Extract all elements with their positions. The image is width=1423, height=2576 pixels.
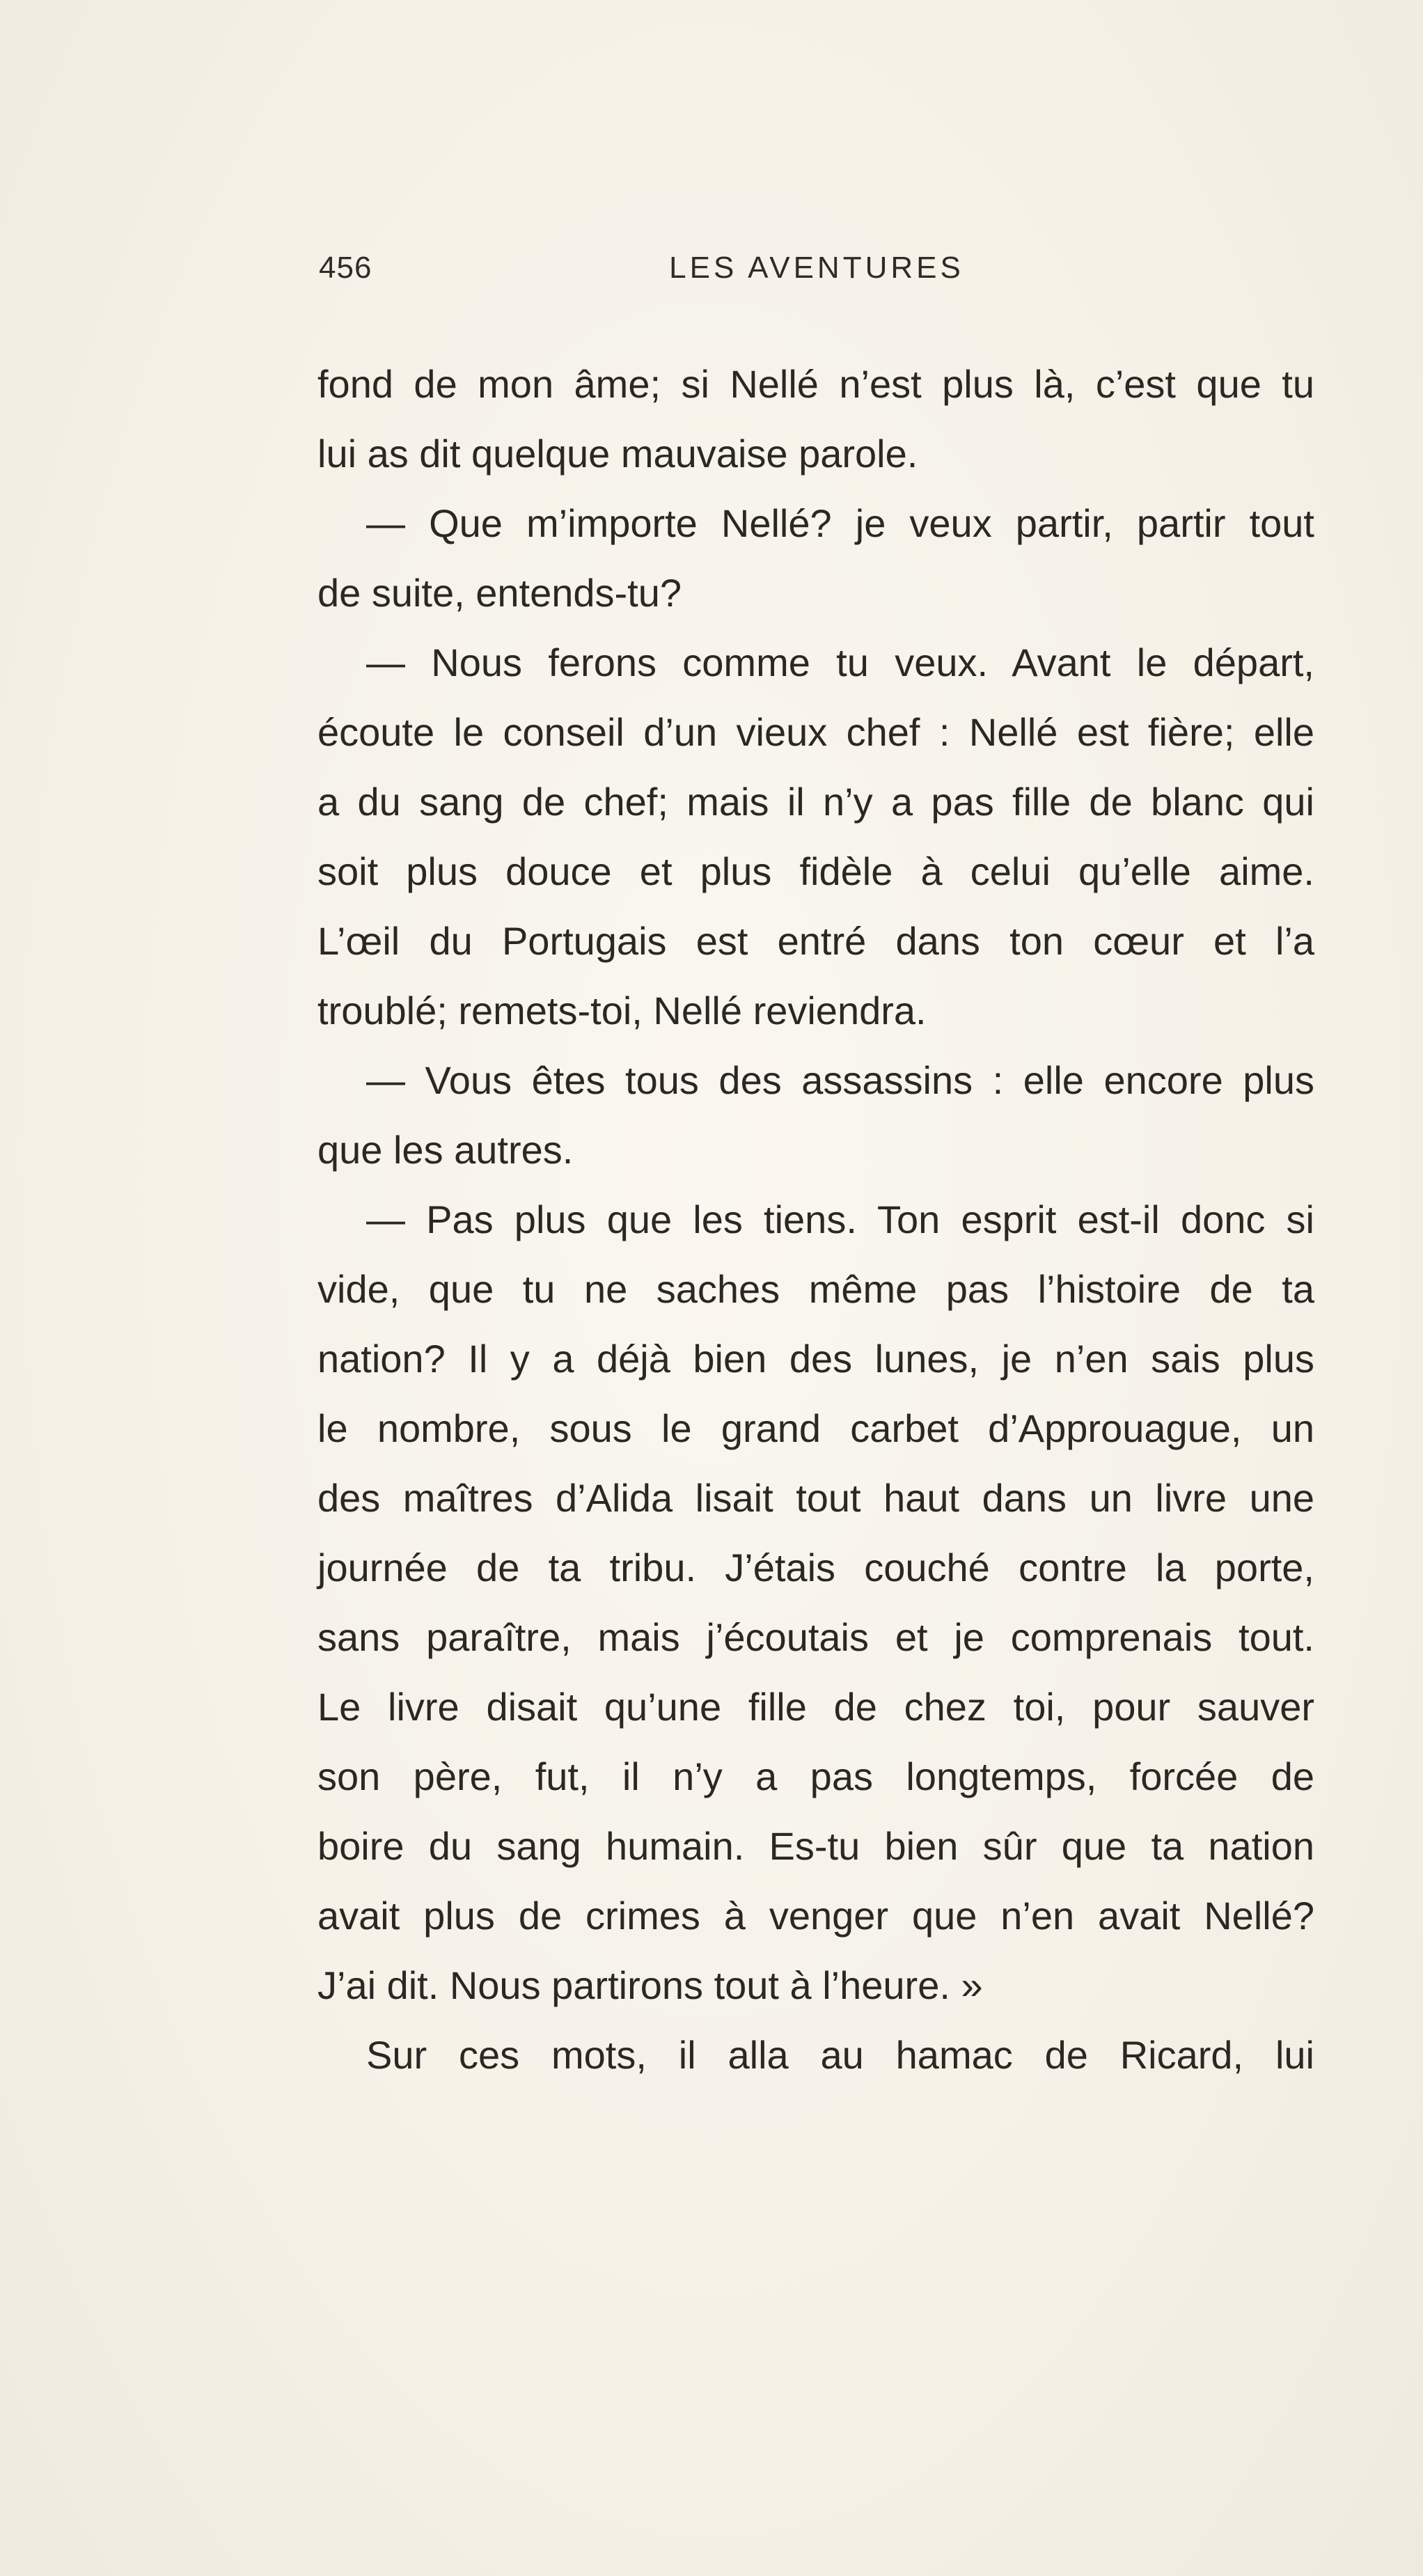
page-number: 456 (319, 251, 372, 285)
text-line: troublé; remets-toi, Nellé reviendra. (317, 989, 927, 1032)
text-line: le nombre, sous le grand carbet d’Approuague, un (317, 1406, 1314, 1450)
text-line: journée de ta tribu. J’étais couché contre la porte, (317, 1546, 1314, 1589)
running-title: LES AVENTURES (669, 251, 964, 285)
text-line: nation? Il y a déjà bien des lunes, je n’en sais plus (317, 1337, 1314, 1381)
text-line: Sur ces mots, il alla au hamac de Ricard, lui (366, 2033, 1314, 2077)
text-line: des maîtres d’Alida lisait tout haut dans un livre une (317, 1476, 1314, 1520)
text-line: vide, que tu ne saches même pas l’histoire de ta (317, 1267, 1314, 1311)
text-line: — Que m’importe Nellé? je veux partir, partir tout (366, 501, 1314, 545)
text-line: J’ai dit. Nous partirons tout à l’heure. » (317, 1963, 983, 2007)
text-line: avait plus de crimes à venger que n’en avait Nellé? (317, 1894, 1314, 1938)
text-line: Le livre disait qu’une fille de chez toi, pour sauver (317, 1685, 1314, 1729)
text-line: boire du sang humain. Es-tu bien sûr que ta nation (317, 1824, 1314, 1868)
running-head (319, 251, 1314, 292)
text-line: a du sang de chef; mais il n’y a pas fille de blanc qui (317, 780, 1314, 824)
text-line: soit plus douce et plus fidèle à celui qu’elle aime. (317, 849, 1314, 893)
text-line: fond de mon âme; si Nellé n’est plus là, c’est que tu (317, 362, 1314, 406)
text-body (317, 350, 1314, 2090)
text-line: de suite, entends-tu? (317, 571, 682, 615)
text-line: — Pas plus que les tiens. Ton esprit est-il donc si (366, 1197, 1314, 1241)
text-line: que les autres. (317, 1128, 574, 1172)
text-line: lui as dit quelque mauvaise parole. (317, 432, 918, 476)
text-line: écoute le conseil d’un vieux chef : Nellé est fière; elle (317, 710, 1314, 754)
text-line: son père, fut, il n’y a pas longtemps, forcée de (317, 1754, 1314, 1798)
text-line: — Nous ferons comme tu veux. Avant le départ, (366, 641, 1314, 684)
text-line: — Vous êtes tous des assassins : elle encore plus (366, 1058, 1314, 1102)
text-line: L’œil du Portugais est entré dans ton cœur et l’a (317, 919, 1314, 963)
text-line: sans paraître, mais j’écoutais et je comprenais tout. (317, 1615, 1314, 1659)
